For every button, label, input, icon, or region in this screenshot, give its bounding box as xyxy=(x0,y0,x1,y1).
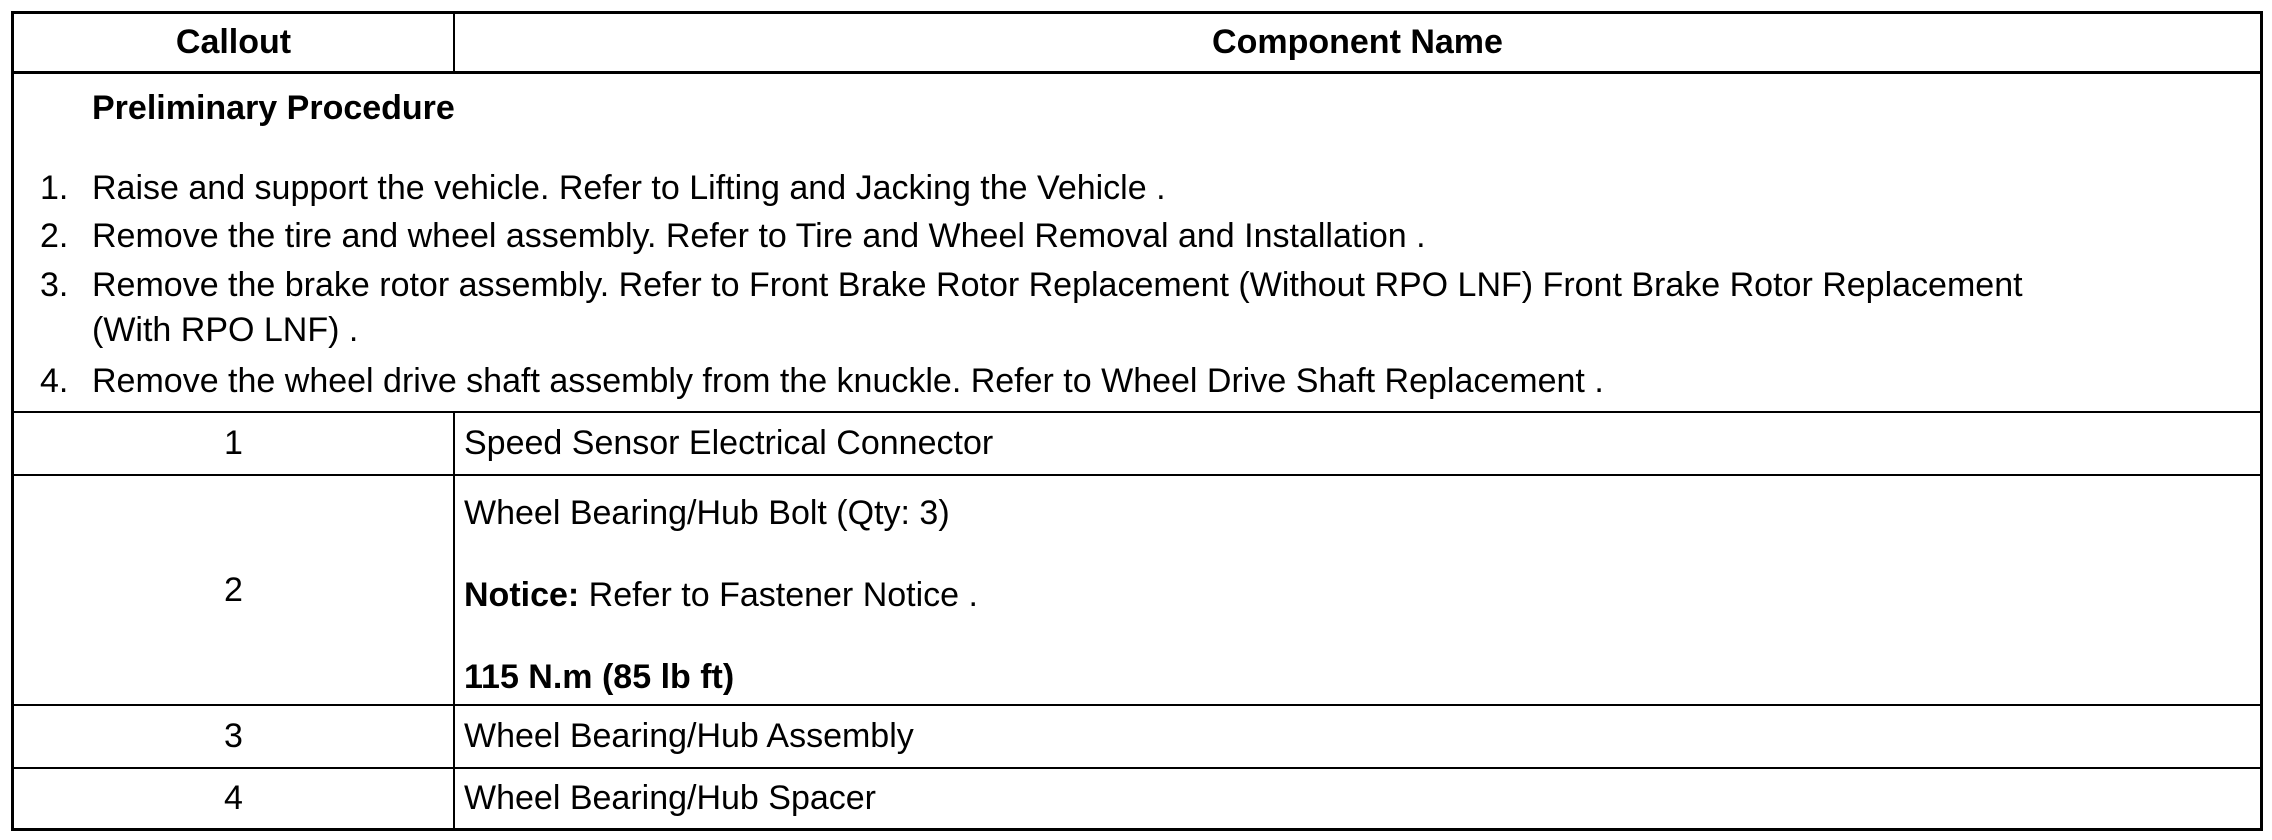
component-table xyxy=(11,11,2263,831)
table-row-name: Wheel Bearing/Hub Bolt (Qty: 3) xyxy=(464,494,950,532)
step-number: 4. xyxy=(40,362,69,400)
table-row-callout: 3 xyxy=(224,717,243,755)
notice-text: Refer to Fastener Notice . xyxy=(579,576,978,614)
table-row-callout: 1 xyxy=(224,424,243,462)
step-text: Remove the brake rotor assembly. Refer to Front Brake Rotor Replacement (Without RPO LNF) Front Brake Rotor Replacement xyxy=(92,266,2023,304)
step-number: 1. xyxy=(40,169,69,207)
table-row-name: Speed Sensor Electrical Connector xyxy=(464,424,994,462)
step-text: Remove the tire and wheel assembly. Refer to Tire and Wheel Removal and Installation . xyxy=(92,217,1426,255)
header-component-name: Component Name xyxy=(1212,23,1503,61)
column-divider xyxy=(453,411,455,831)
step-number: 2. xyxy=(40,217,69,255)
notice-label: Notice: xyxy=(464,576,580,614)
table-row-name: Wheel Bearing/Hub Assembly xyxy=(464,717,914,755)
step-text: Remove the wheel drive shaft assembly from the knuckle. Refer to Wheel Drive Shaft Replacement . xyxy=(92,362,1604,400)
preliminary-title: Preliminary Procedure xyxy=(92,89,455,127)
header-callout: Callout xyxy=(175,23,292,61)
table-row-callout: 2 xyxy=(224,570,243,609)
table-row-callout: 4 xyxy=(224,779,243,817)
step-text: (With RPO LNF) . xyxy=(92,311,359,349)
notice-line xyxy=(464,576,978,615)
table-row-name: Wheel Bearing/Hub Spacer xyxy=(464,779,877,817)
step-text: Raise and support the vehicle. Refer to Lifting and Jacking the Vehicle . xyxy=(92,169,1166,207)
header-divider xyxy=(14,71,2260,74)
torque-spec: 115 N.m (85 lb ft) xyxy=(464,658,735,696)
step-number: 3. xyxy=(40,266,69,304)
